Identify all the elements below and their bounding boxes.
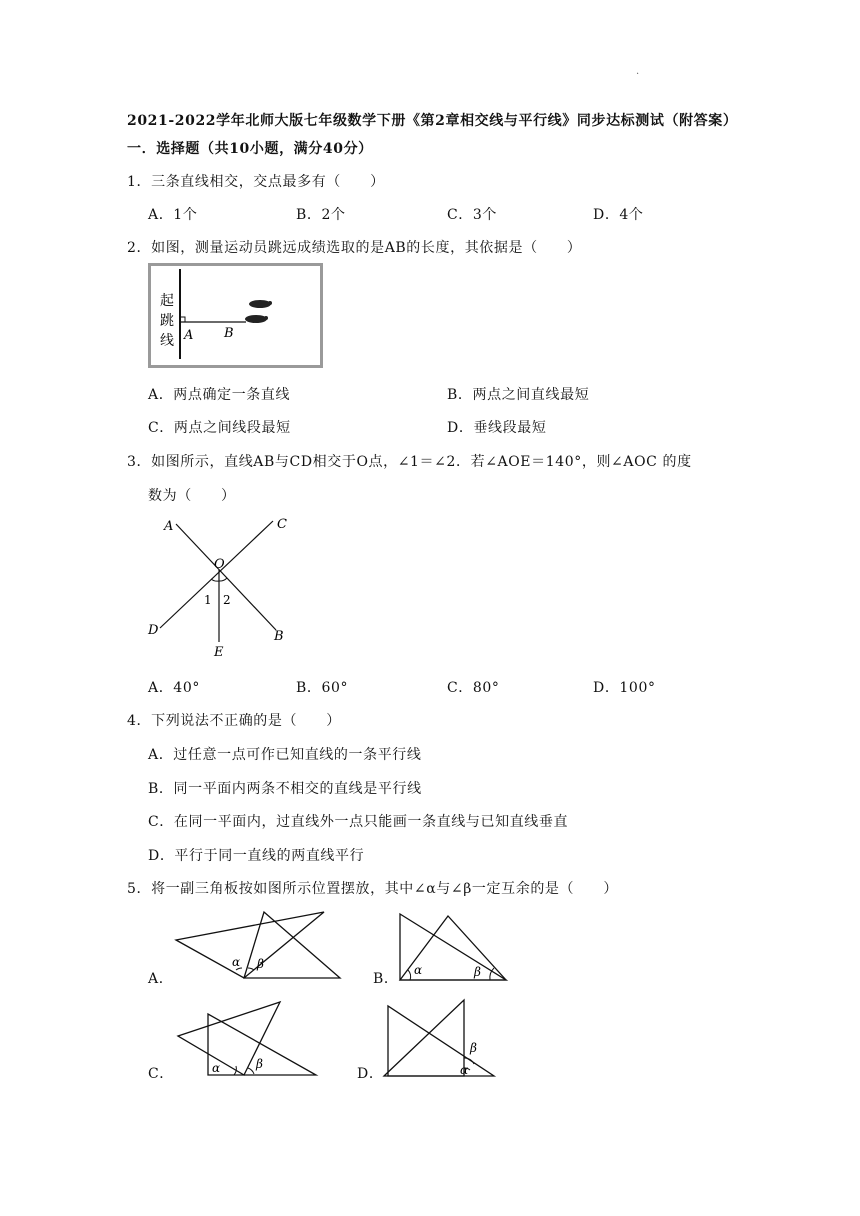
line-label-char-2: 跳 <box>160 313 174 329</box>
question-5-option-a-label: A． <box>148 971 174 987</box>
question-1-option-d: D．4个 <box>593 207 644 223</box>
option-a-beta-label: β <box>257 957 264 971</box>
question-1-stem: 1．三条直线相交，交点最多有（ ） <box>127 174 385 190</box>
question-2-stem: 2．如图，测量运动员跳远成绩选取的是AB的长度，其依据是（ ） <box>127 240 582 256</box>
line-label-char-3: 线 <box>160 333 174 349</box>
line-cd <box>160 521 273 628</box>
question-4-option-c: C．在同一平面内，过直线外一点只能画一条直线与已知直线垂直 <box>148 814 569 830</box>
long-jump-figure <box>148 263 324 369</box>
option-c-beta-label: β <box>256 1057 263 1071</box>
option-c-triangles-figure <box>174 998 322 1078</box>
option-b-triangles-figure <box>396 910 512 985</box>
option-d-triangles-figure <box>380 996 498 1078</box>
label-e: E <box>214 645 224 660</box>
question-4-option-d: D．平行于同一直线的两直线平行 <box>148 848 365 864</box>
document-title: 2021-2022学年北师大版七年级数学下册《第2章相交线与平行线》同步达标测试（附答案） <box>127 113 738 129</box>
question-5-option-b-label: B． <box>373 971 399 987</box>
question-5-option-c-label: C． <box>148 1066 174 1082</box>
point-b-label: B <box>224 326 234 341</box>
label-b: B <box>274 629 284 644</box>
question-2-option-a: A．两点确定一条直线 <box>148 387 291 403</box>
option-d-alpha-label: α <box>460 1063 469 1077</box>
option-c-alpha-label: α <box>212 1061 221 1075</box>
question-3-stem-line1: 3．如图所示，直线AB与CD相交于O点，∠1＝∠2．若∠AOE＝140°，则∠AOC 的度 <box>127 454 692 470</box>
label-d: D <box>148 623 159 638</box>
section-heading: 一．选择题（共10小题，满分40分） <box>127 141 373 157</box>
label-a: A <box>164 519 174 534</box>
option-b-beta-label: β <box>474 965 481 979</box>
question-5-option-d-label: D． <box>357 1066 384 1082</box>
label-c: C <box>277 517 287 532</box>
label-angle-1: 1 <box>204 593 212 607</box>
question-1-option-a: A．1个 <box>148 207 198 223</box>
angle-2-arc <box>219 578 227 581</box>
label-angle-2: 2 <box>223 593 231 607</box>
option-b-alpha-label: α <box>414 963 423 977</box>
question-3-option-d: D．100° <box>593 680 656 696</box>
question-3-option-b: B．60° <box>296 680 349 696</box>
question-2-option-d: D．垂线段最短 <box>447 420 547 436</box>
line-ab <box>176 524 276 630</box>
point-a-label: A <box>184 328 194 343</box>
triangle-2 <box>178 1002 280 1075</box>
question-4-stem: 4．下列说法不正确的是（ ） <box>127 713 341 729</box>
angle-1-arc <box>211 579 219 581</box>
question-5-stem: 5．将一副三角板按如图所示位置摆放，其中∠α与∠β一定互余的是（ ） <box>127 881 618 897</box>
option-a-triangles-figure <box>174 910 344 985</box>
figure-frame <box>150 265 322 367</box>
question-3-option-a: A．40° <box>148 680 200 696</box>
question-3-stem-line2: 数为（ ） <box>148 488 236 504</box>
intersecting-lines-figure <box>140 510 300 665</box>
triangle-2 <box>388 1006 494 1076</box>
label-o: O <box>214 557 225 572</box>
question-1-option-c: C．3个 <box>447 207 498 223</box>
line-label-char-1: 起 <box>160 293 174 309</box>
question-1-option-b: B．2个 <box>296 207 346 223</box>
question-3-option-c: C．80° <box>447 680 500 696</box>
question-2-option-c: C．两点之间线段最短 <box>148 420 291 436</box>
option-a-alpha-label: α <box>232 955 241 969</box>
header-dot: . <box>636 66 640 77</box>
question-2-option-b: B．两点之间直线最短 <box>447 387 590 403</box>
question-4-option-b: B．同一平面内两条不相交的直线是平行线 <box>148 781 422 797</box>
question-4-option-a: A．过任意一点可作已知直线的一条平行线 <box>148 747 422 763</box>
option-d-beta-label: β <box>470 1041 477 1055</box>
